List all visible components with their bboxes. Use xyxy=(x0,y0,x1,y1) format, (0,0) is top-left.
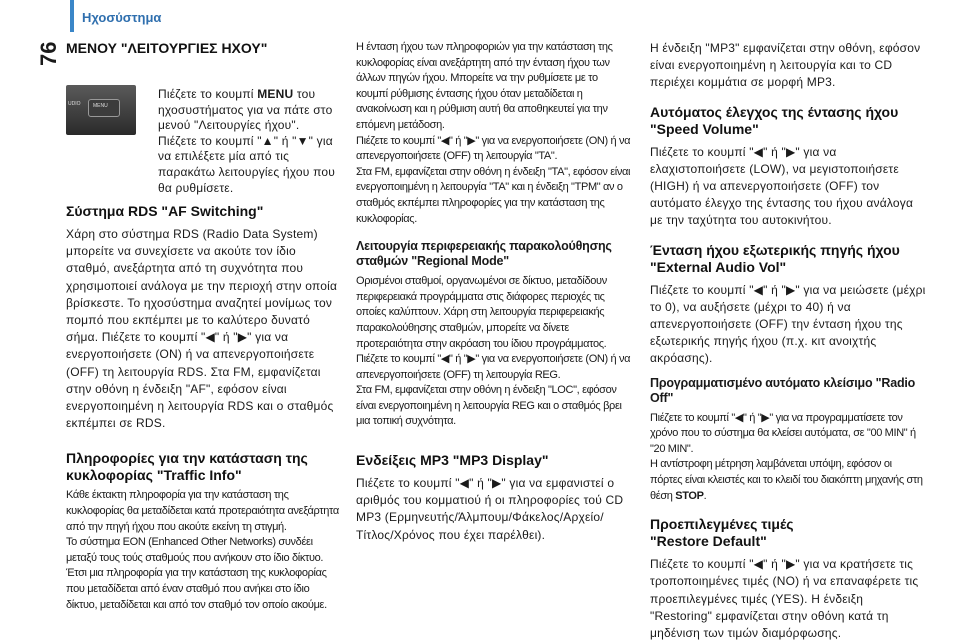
mp3-display-paragraph: Πιέζετε το κουμπί "◀" ή "▶" για να εμφανιστεί ο αριθμός του κομματιού ή οι πληροφορίες τού CD MP3 (Ερμηνευτής/Άλμπουμ/Φάκελος/Αρχείο/Τίτλος/Χρόνος που έχει παρέλθει). xyxy=(356,476,624,542)
menu-p1-start: Πιέζετε το κουμπί xyxy=(158,87,258,101)
traffic-heading-line-1: Πληροφορίες για την κατάσταση της xyxy=(66,450,308,467)
menu-photo-label: MENU xyxy=(93,103,108,109)
external-audio-paragraph: Πιέζετε το κουμπί "◀" ή "▶" για να μειώσετε (μέχρι το 0), να αυξήσετε (μέχρι το 40) ή να απενεργοποιήσετε (OFF) την ένταση ήχου της εξωτερικής πηγής ήχου (π.χ. κιτ ανοιχτής ακρόασης). xyxy=(650,282,926,366)
radio-off-p2-start: Η αντίστροφη μέτρηση λαμβάνεται υπόψη, εφόσον οι πόρτες είναι κλειστές και το κλειδί του διακόπτη μηχανής στη θέση xyxy=(650,458,923,502)
menu-section xyxy=(66,63,342,195)
regional-paragraph-1: Ορισμένοι σταθμοί, οργανωμένοι σε δίκτυο, μεταδίδουν περιφερειακά προγράμματα στις διάφορες περιοχές τις οποίες καλύπτουν. Χάρη στη λειτουργία περιφερειακής παρακολούθησης σταθμών, μπορείτε να δίνετε προτεραιότητα στην ακρόαση του ίδιου προγράμματος. xyxy=(356,275,607,350)
menu-p1-end: του ηχοσυστήματος για να πάτε στο μενού "Λειτουργίες ήχου". xyxy=(158,87,333,133)
ta-toggle-paragraph: Πιέζετε το κουμπί "◀" ή "▶" για να ενεργοποιήσετε (ON) ή να απενεργοποιήσετε (OFF) τη λειτουργία "TA". xyxy=(356,134,631,163)
radio-off-paragraph-2 xyxy=(650,457,926,504)
mp3-display-heading: Ενδείξεις MP3 "MP3 Display" xyxy=(356,452,549,469)
stop-key-label: STOP xyxy=(675,489,704,502)
ext-heading-line-1: Ένταση ήχου εξωτερικής πηγής ήχου xyxy=(650,241,900,258)
speed-heading-line-1: Αυτόματος έλεγχος της έντασης ήχου xyxy=(650,103,899,120)
restore-default-paragraph: Πιέζετε το κουμπί "◀" ή "▶" για να κρατήσετε τις τροποποιημένες τιμές (NO) ή να επαναφέρετε τις προεπιλεγμένες τιμές (YES). Η ένδειξη "Restoring" εμφανίζεται στην οθόνη κατά τη μηδένιση των τιμών διαμόρφωσης. xyxy=(650,557,919,641)
traffic-info-heading xyxy=(66,450,342,484)
ta-display-paragraph: Στα FM, εμφανίζεται στην οθόνη η ένδειξη "TA", εφόσον είναι ενεργοποιημένη η λειτουργία "TA" και η ένδειξη "TPM" αν ο σταθμός εκπέμπει πληροφορίες για την κατάσταση της κυκλοφορίας. xyxy=(356,165,631,225)
page-header-title: Ηχοσύστημα xyxy=(82,10,162,25)
external-audio-heading xyxy=(650,242,926,276)
radio-off-paragraph-1: Πιέζετε το κουμπί "◀" ή "▶" για να προγραμματίσετε τον χρόνο που το σύστημα θα κλείσει αυτόματα, σε "00 MIN" ή "20 MIN". xyxy=(650,411,916,455)
menu-button-photo xyxy=(66,85,136,135)
regional-mode-heading xyxy=(356,239,632,269)
column-2 xyxy=(356,40,632,544)
regional-heading-line-2: σταθμών "Regional Mode" xyxy=(356,254,509,269)
menu-photo-label-left: UDIO xyxy=(68,101,81,107)
speed-volume-heading xyxy=(650,104,926,138)
restore-heading-line-1: Προεπιλεγμένες τιμές xyxy=(650,516,794,533)
regional-paragraph-3: Στα FM, εμφανίζεται στην οθόνη η ένδειξη "LOC", εφόσον είναι ενεργοποιημένη η λειτουργία REG και ο σταθμός βρει μια τοπική συχνότητα. xyxy=(356,384,622,428)
traffic-heading-line-2: κυκλοφορίας "Traffic Info" xyxy=(66,467,242,484)
mp3-indicator-paragraph: Η ένδειξη "MP3" εμφανίζεται στην οθόνη, εφόσον είναι ενεργοποιημένη η λειτουργία και το CD περιέχει κομμάτια σε μορφή MP3. xyxy=(650,41,921,90)
regional-heading-line-1: Λειτουργία περιφερειακής παρακολούθησης xyxy=(356,239,612,254)
restore-default-heading xyxy=(650,516,926,550)
radio-off-heading: Προγραμματισμένο αυτόματο κλείσιμο "Radio Off" xyxy=(650,375,916,405)
rds-paragraph: Χάρη στο σύστημα RDS (Radio Data System) μπορείτε να συνεχίσετε να ακούτε τον ίδιο σταθμό, ανεξάρτητα από τη συχνότητα που χρησιμοποιεί ανάλογα με την περιοχή στην οποία βρίσκεστε. Το ηχοσύστημα αναζητεί μονίμως τον πομπό που εκπέμπει με το καλύτερο δυνατό σήμα. Πιέζετε το κουμπί "◀" ή "▶" για να ενεργοποιήσετε (ON) ή να απενεργοποιήσετε (OFF) τη λειτουργία RDS. Στα FM, εμφανίζεται στην οθόνη η ένδειξη "AF", εφόσον είναι ενεργοποιημένη η λειτουργία RDS και ο σταθμός εκπέμπει σε RDS. xyxy=(66,227,338,431)
column-1 xyxy=(66,40,342,613)
header-accent-bar xyxy=(70,0,74,32)
speed-volume-paragraph: Πιέζετε το κουμπί "◀" ή "▶" για να ελαχιστοποιήσετε (LOW), να μεγιστοποιήσετε (HIGH) ή να απενεργοποιήσετε (OFF) τον αυτόματο έλεγχο της έντασης του ήχου ανάλογα με την ταχύτητα του αυτοκινήτου. xyxy=(650,144,914,228)
menu-p2: Πιέζετε το κουμπί "▲" ή "▼" για να επιλέξετε μία από τις παρακάτω λειτουργίες ήχου που θα ρυθμίσετε. xyxy=(158,133,336,195)
column-3 xyxy=(650,40,926,642)
traffic-paragraph-2: Το σύστημα EON (Enhanced Other Networks) συνδέει μεταξύ τους τούς σταθμούς που ανήκουν στο ίδιο δίκτυο. Έτσι μια πληροφορία για την κατάσταση της κυκλοφορίας που μεταδίδεται από έναν σταθμό που ανήκει στο ίδιο δίκτυο, μεταδίδεται και από τον σταθμό τον οποίο ακούμε. xyxy=(66,536,327,611)
menu-audio-functions-heading: ΜΕΝΟΥ "ΛΕΙΤΟΥΡΓΙΕΣ ΗΧΟΥ" xyxy=(66,40,268,56)
rds-heading: Σύστημα RDS "AF Switching" xyxy=(66,203,264,219)
page-number: 76 xyxy=(36,41,61,66)
speed-heading-line-2: "Speed Volume" xyxy=(650,120,759,137)
restore-heading-line-2: "Restore Default" xyxy=(650,533,767,550)
menu-instructions xyxy=(158,87,344,196)
radio-off-p2-end: . xyxy=(703,489,707,502)
regional-paragraph-2: Πιέζετε το κουμπί "◀" ή "▶" για να ενεργοποιήσετε (ON) ή να απενεργοποιήσετε (OFF) τη λειτουργία REG. xyxy=(356,353,631,381)
traffic-volume-paragraph: Η ένταση ήχου των πληροφοριών για την κατάσταση της κυκλοφορίας είναι ανεξάρτητη από την ένταση ήχου των άλλων πηγών ήχου. Μπορείτε να την ρυθμίσετε με το κουμπί ρύθμισης έντασης ήχου όταν μεταδίδεται η ανακοίνωση και η ρύθμιση αυτή θα αποθηκευτεί για την επόμενη μετάδοση. xyxy=(356,41,613,131)
menu-key-label: MENU xyxy=(257,87,294,101)
ext-heading-line-2: "External Audio Vol" xyxy=(650,258,787,275)
traffic-paragraph-1: Κάθε έκτακτη πληροφορία για την κατάσταση της κυκλοφορίας θα μεταδίδεται κατά προτεραιότητα ανεξάρτητα από την πηγή ήχου που ακούτε εκείνη τη στιγμή. xyxy=(66,489,339,533)
